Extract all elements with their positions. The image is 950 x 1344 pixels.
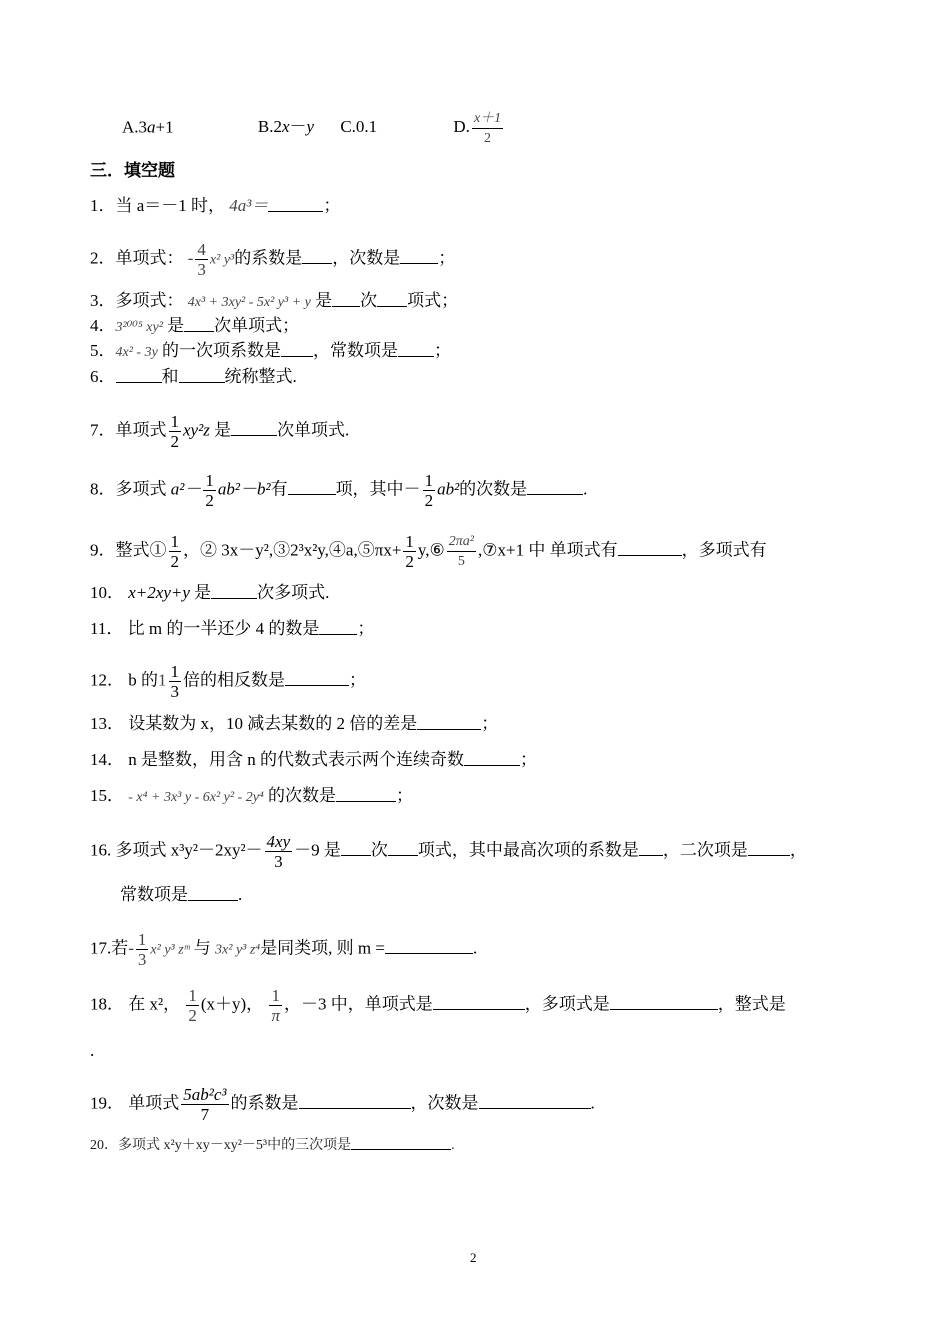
question-15: 15． - x⁴ + 3x³ y - 6x² y² - 2y⁴ 的次数是 ；	[90, 786, 414, 805]
question-10: 10． x+2xy+y 是 次多项式.	[90, 583, 330, 602]
question-16-line-2: 常数项是 .	[120, 885, 243, 904]
question-16: 16. 多项式 x³y²－2xy²－ $\frac{4xy}{3}$ －9 是 次 项式，其中最高次项的系数是 ，二次项是 ，	[90, 832, 807, 871]
question-14: 14． n 是整数，用含 n 的代数式表示两个连续奇数 ；	[90, 750, 537, 769]
option-d: D. $\frac{x+1}{2}$	[453, 111, 502, 146]
question-18-line-2: .	[90, 1041, 95, 1060]
options-row	[122, 109, 505, 148]
question-18: 18． 在 x²， $\frac{1}{2}$ (x＋y)， $\frac{1}{\pi}$ ，－3 中，单项式是 ，多项式是 ，整式是	[90, 986, 786, 1025]
question-9: 9．整式① $\frac{1}{2}$ ，② 3x－y²,③2³x²y,④a,⑤πx+ $\frac{1}{2}$ y,⑥ $\frac{\text{2πa²}}{5}$ ,⑦x+1 中 单项式有 ，多项式有	[90, 532, 767, 571]
question-7: 7．单项式 $\frac{1}{2}$ xy²z 是 次单项式.	[90, 412, 350, 451]
option-a: A.3a+1	[122, 117, 174, 137]
question-4: 4．3²⁰⁰⁵ xy² 是 次单项式；	[90, 316, 300, 335]
question-19: 19． 单项式 $\frac{\text{5ab²c³}}{7}$ 的系数是 ，次数是 .	[90, 1085, 595, 1124]
question-2: 2．单项式： - $\frac{4}{3}$ x² y³的系数是 ，次数是 ；	[90, 240, 456, 279]
option-c: C.0.1	[340, 117, 378, 137]
question-1: 1．当 a＝－1 时， 4a³＝ ；	[90, 196, 341, 215]
section-title: 三．填空题	[90, 161, 175, 180]
question-13: 13． 设某数为 x，10 减去某数的 2 倍的差是 ；	[90, 714, 499, 733]
page-number: 2	[470, 1250, 477, 1265]
question-3: 3．多项式： 4x³ + 3xy² - 5x² y³ + y 是 次 项式；	[90, 291, 459, 310]
question-11: 11． 比 m 的一半还少 4 的数是 ；	[90, 619, 375, 638]
question-8: 8．多项式 a²－ $\frac{1}{2}$ ab²－b²有 项，其中－ $\frac{1}{2}$ ab²的次数是 .	[90, 471, 588, 510]
option-b: B.2x－y	[257, 117, 315, 137]
question-12: 12． b 的1 $\frac{1}{3}$ 倍的相反数是 ；	[90, 662, 366, 701]
question-20: 20．多项式 x²y＋xy－xy²－5³中的三次项是 .	[90, 1138, 455, 1153]
question-17: 17.若- $\frac{1}{3}$ x² y³ zᵐ 与 3x² y³ z⁴是同类项, 则 m = .	[90, 930, 478, 969]
question-6: 6． 和 统称整式.	[90, 367, 297, 386]
question-5: 5．4x² - 3y 的一次项系数是 ，常数项是 ；	[90, 341, 452, 360]
